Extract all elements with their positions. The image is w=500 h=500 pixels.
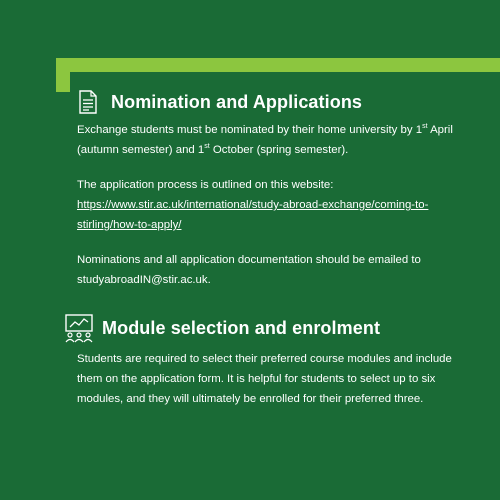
accent-bar-top (56, 58, 500, 72)
module-selection-text: Students are required to select their preferred course modules and include them on the application form. It is helpful for students to select up to six modules, and they will ultimately be enrolled for their preferred three. (77, 353, 452, 405)
nomination-heading-row (77, 90, 487, 114)
application-process-text: The application process is outlined on this website: https://www.stir.ac.uk/international/study-abroad-exchange/coming-to- stirling/how-to-apply/ (77, 179, 429, 231)
presentation-icon (64, 313, 94, 343)
study-abroad-email: studyabroadIN@stir.ac.uk. (77, 274, 211, 286)
module-selection-section (64, 313, 488, 409)
nomination-section (77, 90, 487, 290)
how-to-apply-link[interactable]: https://www.stir.ac.uk/international/study-abroad-exchange/coming-to- stirling/how-to-apply/ (77, 199, 429, 231)
accent-bar-left (56, 58, 70, 92)
email-instructions-text: Nominations and all application documentation should be emailed to studyabroadIN@stir.ac.uk. (77, 254, 421, 286)
document-icon (77, 90, 99, 114)
module-heading-row (64, 313, 488, 343)
nomination-deadline-text: Exchange students must be nominated by their home university by 1st April (autumn semester) and 1st October (spring semester). (77, 123, 453, 156)
module-title: Module selection and enrolment (102, 318, 381, 338)
nomination-title: Nomination and Applications (111, 92, 363, 112)
